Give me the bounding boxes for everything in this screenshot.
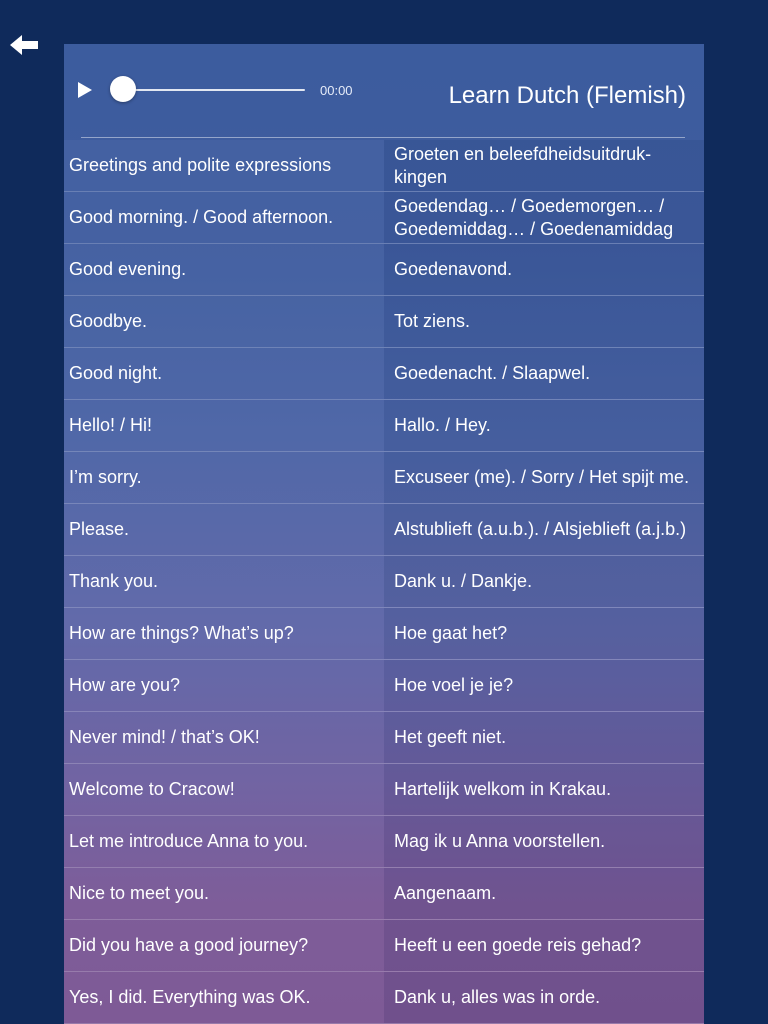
- phrase-english: Good night.: [64, 348, 384, 399]
- phrase-row[interactable]: [64, 296, 704, 348]
- phrase-dutch: Het geeft niet.: [384, 712, 704, 763]
- phrase-dutch: Alstublieft (a.u.b.). / Alsjeblieft (a.j.b.): [384, 504, 704, 555]
- elapsed-time: 00:00: [320, 83, 353, 98]
- phrase-row[interactable]: [64, 608, 704, 660]
- phrase-row[interactable]: [64, 920, 704, 972]
- phrase-panel: [64, 44, 704, 1024]
- phrase-row[interactable]: [64, 452, 704, 504]
- phrase-dutch: Dank u. / Dankje.: [384, 556, 704, 607]
- phrase-row[interactable]: [64, 140, 704, 192]
- play-button[interactable]: [76, 80, 94, 100]
- phrase-english: Never mind! / that’s OK!: [64, 712, 384, 763]
- phrase-row[interactable]: [64, 400, 704, 452]
- phrase-dutch: Hartelijk welkom in Krakau.: [384, 764, 704, 815]
- phrase-row[interactable]: [64, 868, 704, 920]
- phrase-row[interactable]: [64, 764, 704, 816]
- phrase-dutch: Tot ziens.: [384, 296, 704, 347]
- phrase-dutch: Heeft u een goede reis gehad?: [384, 920, 704, 971]
- phrase-dutch: Goedenavond.: [384, 244, 704, 295]
- phrase-english: Nice to meet you.: [64, 868, 384, 919]
- audio-progress-track[interactable]: [124, 89, 305, 91]
- phrase-row[interactable]: [64, 244, 704, 296]
- phrase-dutch: Dank u, alles was in orde.: [384, 972, 704, 1023]
- phrase-dutch: Aangenaam.: [384, 868, 704, 919]
- phrase-english: Welcome to Cracow!: [64, 764, 384, 815]
- phrase-english: Did you have a good journey?: [64, 920, 384, 971]
- phrase-table: [64, 140, 704, 1024]
- phrase-english: I’m sorry.: [64, 452, 384, 503]
- phrase-dutch: Hoe voel je je?: [384, 660, 704, 711]
- phrase-dutch: Goedenacht. / Slaapwel.: [384, 348, 704, 399]
- phrase-english: How are things? What’s up?: [64, 608, 384, 659]
- phrase-english: Please.: [64, 504, 384, 555]
- header-divider: [81, 137, 685, 138]
- phrase-row[interactable]: [64, 972, 704, 1024]
- phrase-dutch: Mag ik u Anna voorstellen.: [384, 816, 704, 867]
- phrase-english: Yes, I did. Everything was OK.: [64, 972, 384, 1023]
- phrase-dutch: Hoe gaat het?: [384, 608, 704, 659]
- phrase-english: Thank you.: [64, 556, 384, 607]
- page-title: Learn Dutch (Flemish): [448, 82, 686, 109]
- phrase-row[interactable]: [64, 192, 704, 244]
- phrase-row[interactable]: [64, 816, 704, 868]
- phrase-row[interactable]: [64, 556, 704, 608]
- phrase-english: How are you?: [64, 660, 384, 711]
- audio-progress-knob[interactable]: [110, 76, 136, 102]
- phrase-english: Let me introduce Anna to you.: [64, 816, 384, 867]
- phrase-row[interactable]: [64, 660, 704, 712]
- phrase-english: Greetings and polite expressions: [64, 140, 384, 191]
- phrase-dutch: Excuseer (me). / Sorry / Het spijt me.: [384, 452, 704, 503]
- phrase-row[interactable]: [64, 348, 704, 400]
- phrase-row[interactable]: [64, 504, 704, 556]
- phrase-english: Goodbye.: [64, 296, 384, 347]
- phrase-dutch: Goedendag… / Goedemorgen… / Goedemiddag… / Goedenamiddag: [384, 192, 704, 243]
- phrase-english: Hello! / Hi!: [64, 400, 384, 451]
- phrase-english: Good evening.: [64, 244, 384, 295]
- phrase-dutch: Hallo. / Hey.: [384, 400, 704, 451]
- phrase-english: Good morning. / Good afternoon.: [64, 192, 384, 243]
- play-icon: [76, 80, 94, 100]
- back-button[interactable]: [8, 32, 40, 58]
- arrow-left-icon: [8, 32, 40, 58]
- audio-player: [64, 44, 704, 140]
- phrase-row[interactable]: [64, 712, 704, 764]
- phrase-dutch: Groeten en beleefdheidsuitdruk-kingen: [384, 140, 704, 191]
